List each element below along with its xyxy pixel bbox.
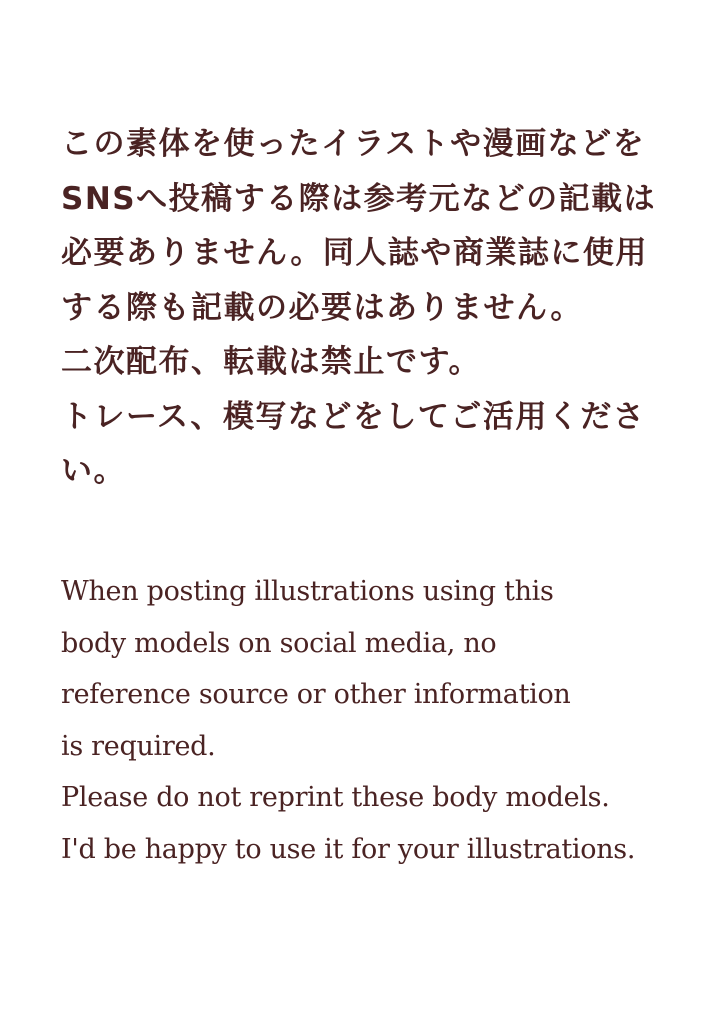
english-notice-line: reference source or other information	[61, 679, 571, 711]
japanese-notice-line: SNSへ投稿する際は参考元などの記載は	[61, 180, 657, 217]
japanese-notice	[61, 117, 661, 499]
japanese-notice-line: トレース、模写などをしてご活用くださ	[61, 398, 646, 435]
japanese-notice-line: 必要ありません。同人誌や商業誌に使用	[61, 235, 648, 271]
english-notice-line: is required.	[61, 730, 216, 762]
japanese-notice-line: 二次配布、転載は禁止です。	[61, 344, 482, 380]
english-notice-line: body models on social media, no	[61, 627, 497, 659]
japanese-notice-line: い。	[61, 453, 126, 489]
japanese-notice-line: する際も記載の必要はありません。	[61, 289, 583, 326]
english-notice-line: When posting illustrations using this	[61, 576, 554, 607]
english-notice-line: I'd be happy to use it for your illustrations.	[61, 833, 636, 865]
japanese-notice-line: この素体を使ったイラストや漫画などを	[61, 126, 646, 162]
english-notice-line: Please do not reprint these body models.	[61, 782, 610, 814]
english-notice	[61, 566, 711, 876]
